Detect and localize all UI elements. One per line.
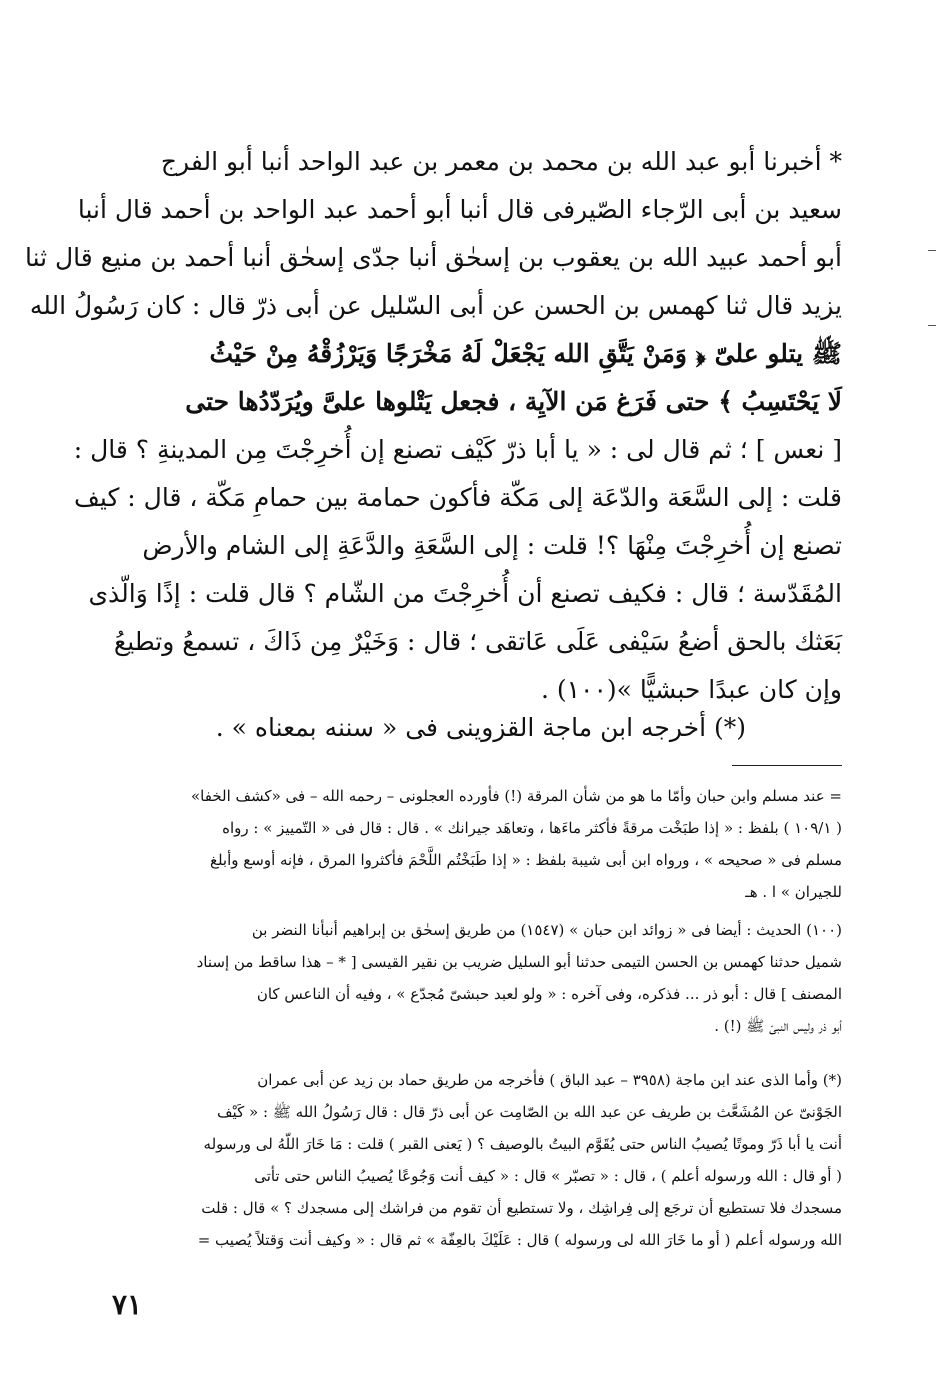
footnote-line: الجَوْنىّ عن المُشَعَّث بن طريف عن عبد الله بن الصّامِت عن أبى ذرّ قال : قال رَسُولُ الله ﷺ : « كَيْف (217, 1103, 842, 1121)
main-line: [ نعس ] ؛ ثم قال لى : « يا أبا ذرّ كَيْف تصنع إن أُخرِجْتَ مِن المدينةِ ؟ قال : (73, 435, 842, 464)
footnote-line: شميل حدثنا كهمس بن الحسن التيمى حدثنا أبو السليل ضريب بن نقير القيسى [ * – هذا ساقط من إسناد (196, 953, 842, 971)
footnote-line: = عند مسلم وابن حبان وأمّا ما هو من شأن المرقة (!) فأورده العجلونى – رحمه الله – فى «كشف الخفا» (191, 787, 842, 805)
main-line: تصنع إن أُخرِجْتَ مِنْهَا ؟! قلت : إلى السَّعَةِ والدَّعَةِ إلى الشام والأرض (142, 531, 842, 560)
footnote-line: (*) وأما الذى عند ابن ماجة (٣٩٥٨ – عبد الباق ) فأخرجه من طريق حماد بن زيد عن أبى عمران (257, 1071, 842, 1089)
scan-edge-mark (928, 250, 936, 251)
footnote-line: للجيران » ا . هـ (745, 883, 842, 901)
footnote-continuation (108, 780, 842, 908)
main-line-quran: ﷺ يتلو علىّ ﴿ وَمَنْ يَتَّقِ الله يَجْعَلْ لَهُ مَخْرَجًا وَيَرْزُقْهُ مِنْ حَيْثُ (209, 339, 842, 368)
footnote-line: الله ورسوله أعلم ( أو ما خَارَ الله لى ورسوله ) قال : عَلَيْكَ بالعِفّة » ثم قال : « وكيف أنت وَقتلاً يُصيب = (197, 1231, 842, 1249)
footnote-line: (١٠٠) الحديث : أيضا فى « زوائد ابن حبان » (١٥٤٧) من طريق إسحٰق بن إبراهيم أنبأنا النضر بن (251, 921, 842, 939)
footnote-line: ( أو قال : الله ورسوله أعلم ) ، قال : « تصبّر » قال : « كيف أنت وَجُوعًا يُصيبُ الناس حتى تأتى (254, 1167, 842, 1185)
main-line: بَعَثك بالحق أضعُ سَيْفى عَلَى عَاتقى ؛ قال : وَخَيْرٌ مِن ذَاكَ ، تسمعُ وتطيعُ (113, 627, 842, 656)
page-number: ٧١ (112, 1288, 143, 1321)
main-line: يزيد قال ثنا كهمس بن الحسن عن أبى السّليل عن أبى ذرّ قال : كان رَسُولُ الله (29, 291, 842, 320)
main-line: سعيد بن أبى الرّجاء الصّيرفى قال أنبا أبو أحمد عبد الواحد بن أحمد قال أنبا (77, 195, 842, 224)
footnote-star (108, 1064, 842, 1256)
main-line: أبو أحمد عبيد الله بن يعقوب بن إسحٰق أنبا جدّى إسحٰق أنبا أحمد بن منيع قال ثنا (24, 243, 842, 272)
main-line: وإن كان عبدًا حبشيًّا »(١٠٠) . (540, 675, 842, 704)
footnote-line: أبو ذر وليس النبىّ ﷺ (!) . (714, 1017, 842, 1035)
main-line-quran: لَا يَحْتَسِبُ ﴾ حتى فَرَغ مَن الآيِة ، فجعل يَتْلوها علىَّ ويُرَدّدُها حتى (185, 387, 842, 416)
main-line: * أخبرنا أبو عبد الله بن محمد بن معمر بن عبد الواحد أنبا أبو الفرج (160, 147, 842, 176)
footnote-line: ( ١٠٩/١ ) بلفظ : « إذا طبَخْت مرقةً فأكثر ماءَها ، وتعاهَد جيرانك » . قال : قال فى « التّمييز » : رواه (222, 819, 842, 837)
scan-edge-mark (928, 325, 936, 326)
star-note: (*) أخرجه ابن ماجة القزوينى فى « سننه بمعناه » . (215, 713, 746, 742)
main-text (24, 138, 842, 714)
footnote-100 (108, 914, 842, 1042)
footnote-line: أنت يا أبا ذَرّ وموتًا يُصيبُ الناس حتى يُقَوَّم البيتُ بالوصيف ؟ ( يَعنى القبر ) قلت : مَا خَارَ اللّهُ لى ورسوله (203, 1135, 842, 1153)
footnote-line: المصنف ] قال : أبو ذر ... فذكره، وفى آخره : « ولو لعبد حبشىّ مُجدّع » ، وفيه أن الناعس كان (256, 985, 842, 1003)
footnote-line: مسلم فى « صحيحه » ، ورواه ابن أبى شيبة بلفظ : « إذا طَبَخْتُم اللَّحْمَ فأكثروا المرق ، فإنه أوسع وأبلغ (209, 851, 842, 869)
footnote-line: مسجدك فلا تستطيع أن ترجَع إلى فِراشِك ، ولا تستطيع أن تقوم من فراشك إلى مسجدك ؟ » قال : قلت (201, 1199, 842, 1217)
main-line: قلت : إلى السَّعَة والدّعَة إلى مَكّة فأكون حمامة بين حمامِ مَكّة ، قال : كيف (74, 483, 842, 512)
footnote-divider (732, 765, 842, 766)
main-line: المُقَدّسة ؛ قال : فكيف تصنع أن أُخرِجْتَ من الشّام ؟ قال قلت : إذًا وَالّذى (88, 579, 842, 608)
